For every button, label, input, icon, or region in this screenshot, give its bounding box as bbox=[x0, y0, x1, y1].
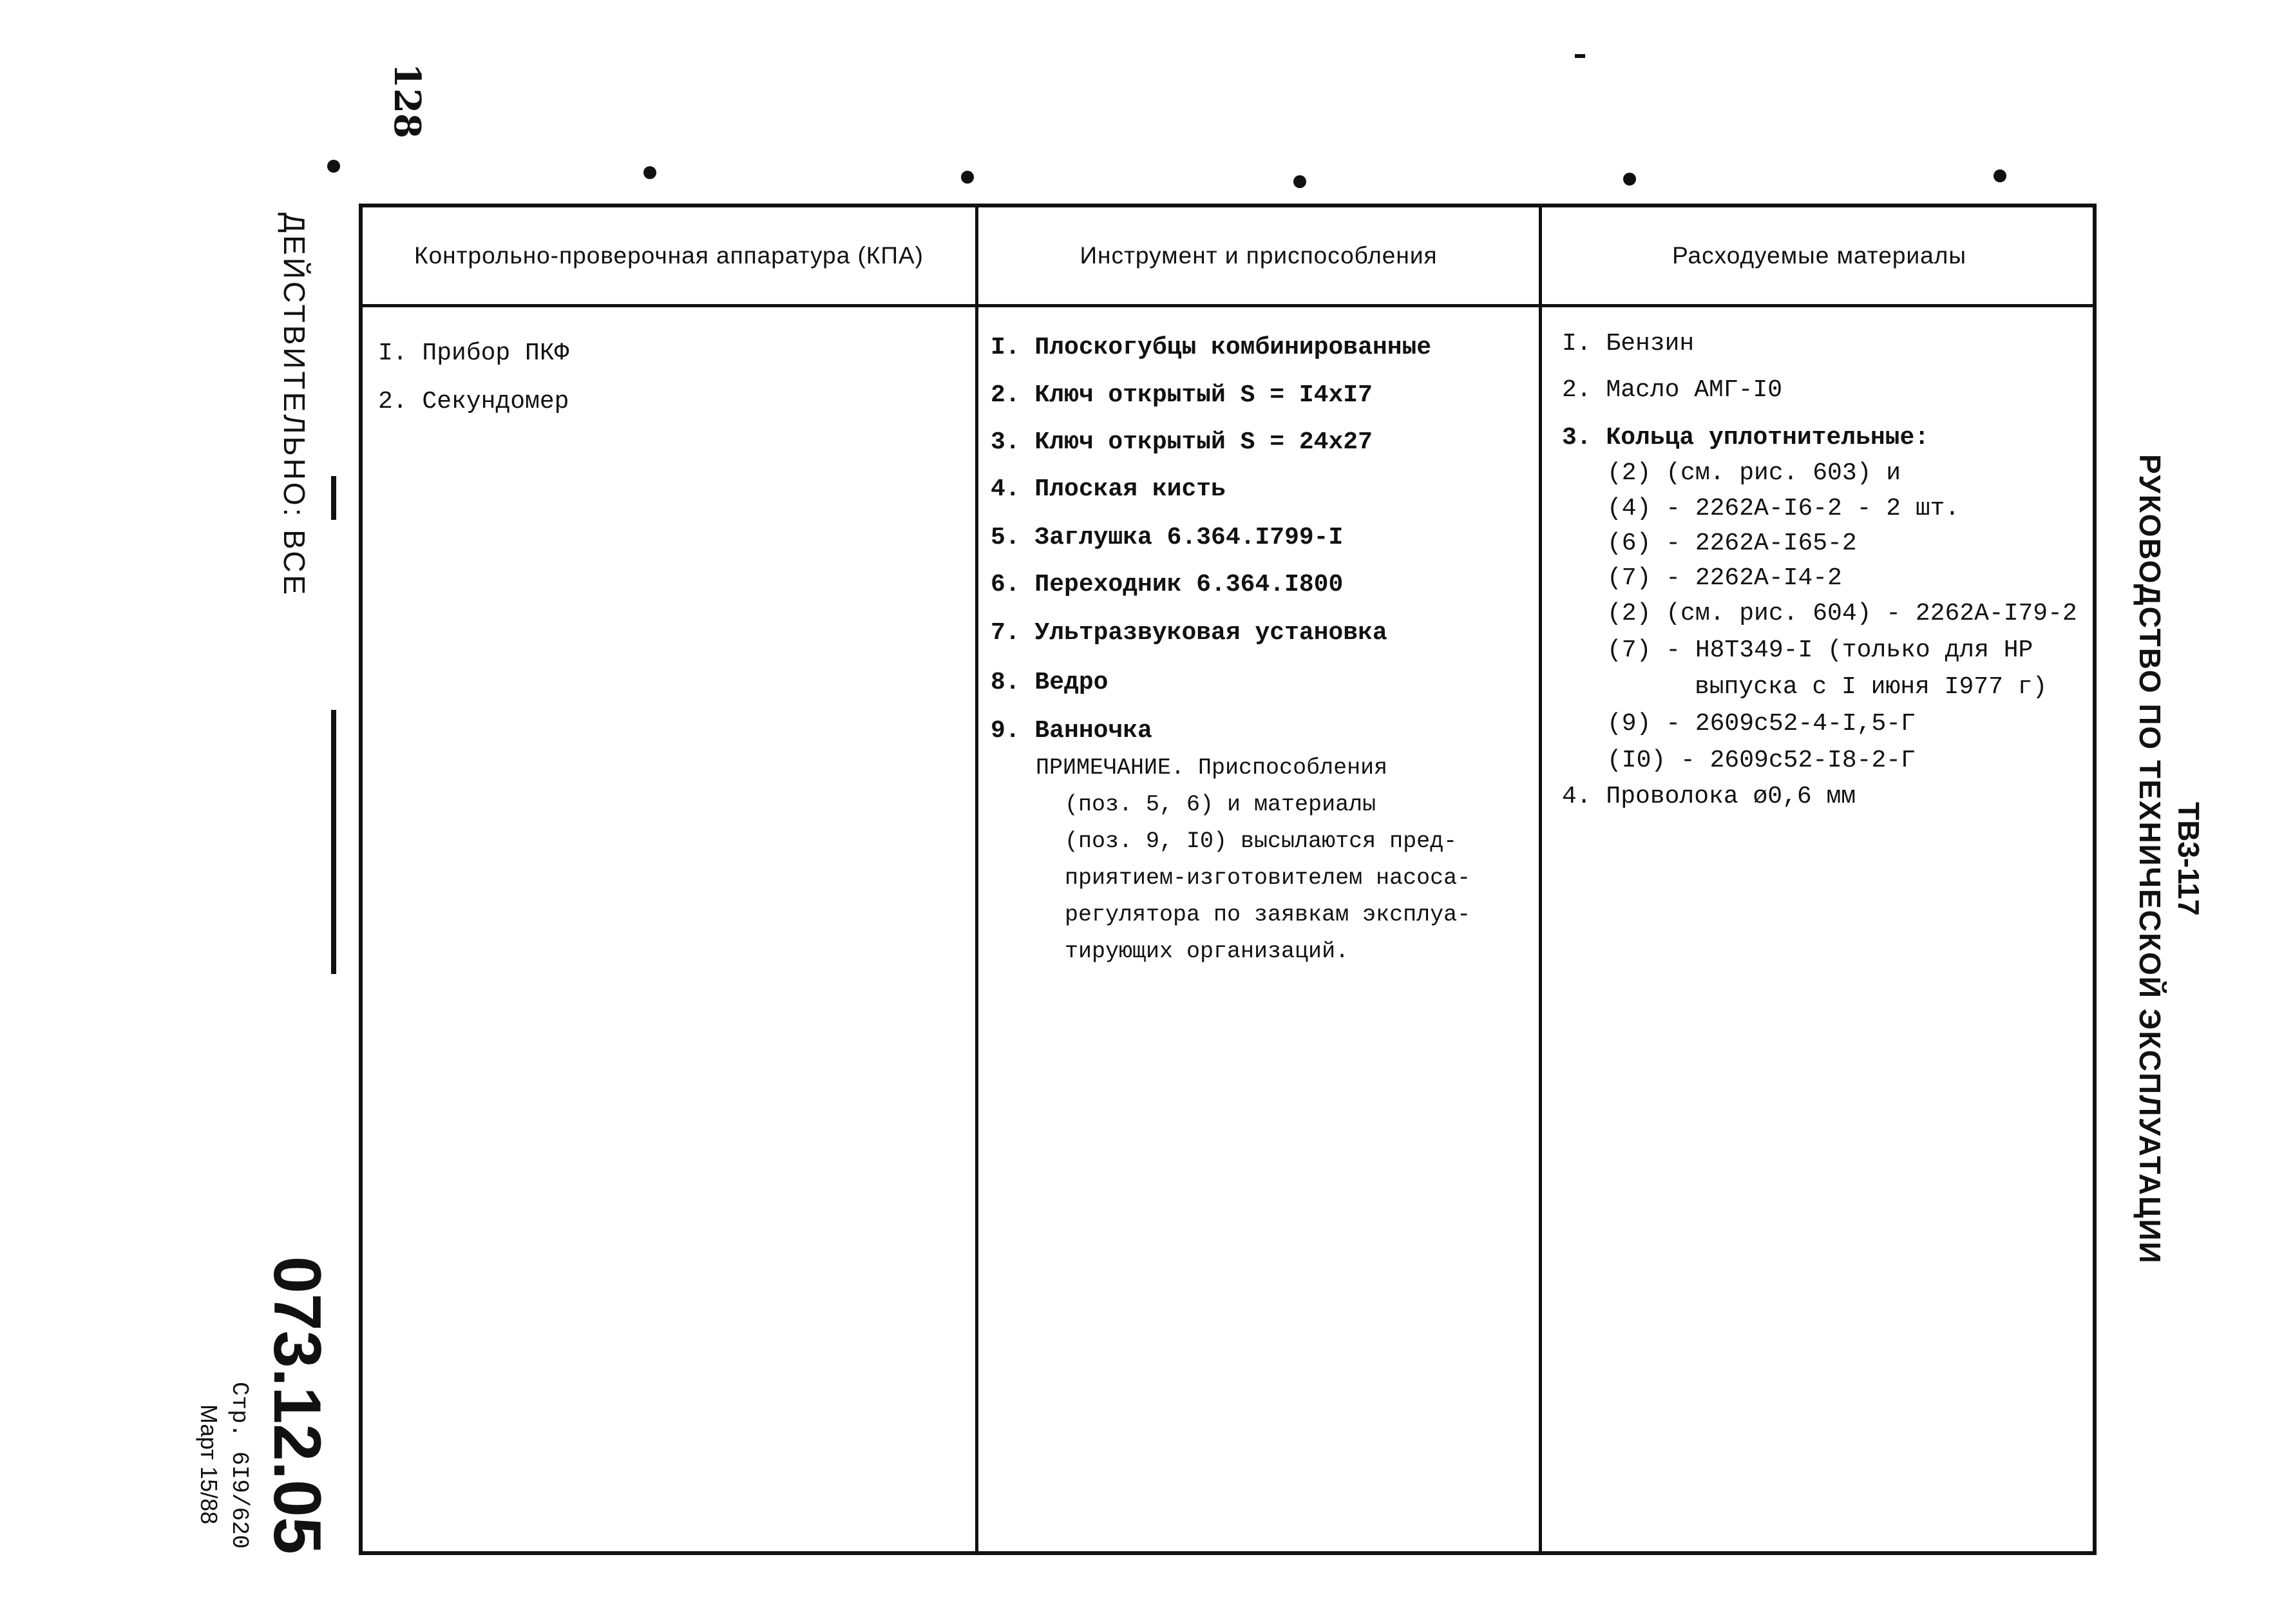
sub-item: (I0) - 2609с52-I8-2-Г bbox=[1607, 747, 1916, 774]
list-item: 3. Ключ открытый S = 24x27 bbox=[991, 428, 1373, 456]
equipment-table bbox=[359, 204, 2097, 1555]
list-item: I. Прибор ПКФ bbox=[378, 339, 569, 367]
header-divider bbox=[363, 304, 2093, 307]
section-code: 073.12.05 bbox=[260, 1256, 334, 1554]
punch-hole-mark bbox=[643, 166, 656, 179]
note-line: (поз. 9, I0) высылаются пред- bbox=[1065, 828, 1458, 854]
sub-item: (7) - Н8Т349-I (только для НР bbox=[1607, 636, 2033, 664]
revision-date: Март 15/88 bbox=[196, 1404, 222, 1525]
note-line: тирующих организаций. bbox=[1065, 939, 1349, 964]
header-consumables: Расходуемые материалы bbox=[1672, 242, 1966, 269]
punch-hole-mark bbox=[961, 171, 974, 184]
margin-bar bbox=[331, 710, 336, 974]
column-divider bbox=[1539, 207, 1542, 1551]
list-item: I. Бензин bbox=[1562, 330, 1695, 358]
manual-title: РУКОВОДСТВО ПО ТЕХНИЧЕСКОЙ ЭКСПЛУАТАЦИИ bbox=[2133, 454, 2167, 1265]
list-item: I. Плоскогубцы комбинированные bbox=[991, 334, 1432, 361]
handwritten-page-number: 128 bbox=[386, 63, 428, 139]
sub-item: (7) - 2262А-I4-2 bbox=[1607, 564, 1842, 592]
list-item: 5. Заглушка 6.364.I799-I bbox=[991, 524, 1344, 551]
margin-bar bbox=[331, 476, 336, 520]
sub-item: (2) (см. рис. 603) и bbox=[1607, 459, 1901, 487]
punch-hole-mark bbox=[1293, 175, 1306, 188]
punch-hole-mark bbox=[1994, 169, 2006, 182]
validity-label: ДЕЙСТВИТЕЛЬНО: ВСЕ bbox=[278, 213, 311, 598]
scan-mark bbox=[1575, 54, 1585, 58]
sub-item: (6) - 2262А-I65-2 bbox=[1607, 530, 1857, 557]
column-divider bbox=[975, 207, 978, 1551]
list-item: 3. Кольца уплотнительные: bbox=[1562, 424, 1930, 452]
punch-hole-mark bbox=[327, 160, 340, 173]
note-line: приятием-изготовителем насоса- bbox=[1065, 865, 1471, 891]
punch-hole-mark bbox=[1623, 173, 1636, 186]
list-item: 2. Ключ открытый S = I4xI7 bbox=[991, 381, 1373, 409]
note-line: ПРИМЕЧАНИЕ. Приспособления bbox=[1036, 755, 1388, 781]
list-item: 8. Ведро bbox=[991, 669, 1109, 696]
sub-item: выпуска с I июня I977 г) bbox=[1695, 673, 2048, 701]
note-line: регулятора по заявкам эксплуа- bbox=[1065, 902, 1471, 928]
list-item: 2. Секундомер bbox=[378, 388, 569, 416]
list-item: 7. Ультразвуковая установка bbox=[991, 619, 1387, 647]
header-tools: Инструмент и приспособления bbox=[1080, 242, 1438, 269]
list-item: 4. Проволока ø0,6 мм bbox=[1562, 783, 1856, 810]
list-item: 6. Переходник 6.364.I800 bbox=[991, 571, 1344, 598]
list-item: 9. Ванночка bbox=[991, 717, 1152, 745]
list-item: 2. Масло АМГ-I0 bbox=[1562, 376, 1783, 404]
sub-item: (4) - 2262А-I6-2 - 2 шт. bbox=[1607, 495, 1960, 522]
engine-designation: ТВ3-117 bbox=[2172, 802, 2205, 916]
page-reference: Стр. 6I9/620 bbox=[226, 1382, 252, 1549]
sub-item: (9) - 2609с52-4-I,5-Г bbox=[1607, 710, 1916, 738]
header-test-equipment: Контрольно-проверочная аппаратура (КПА) bbox=[414, 242, 924, 269]
list-item: 4. Плоская кисть bbox=[991, 475, 1226, 503]
sub-item: (2) (см. рис. 604) - 2262А-I79-2 bbox=[1607, 600, 2077, 627]
note-line: (поз. 5, 6) и материалы bbox=[1065, 792, 1376, 817]
